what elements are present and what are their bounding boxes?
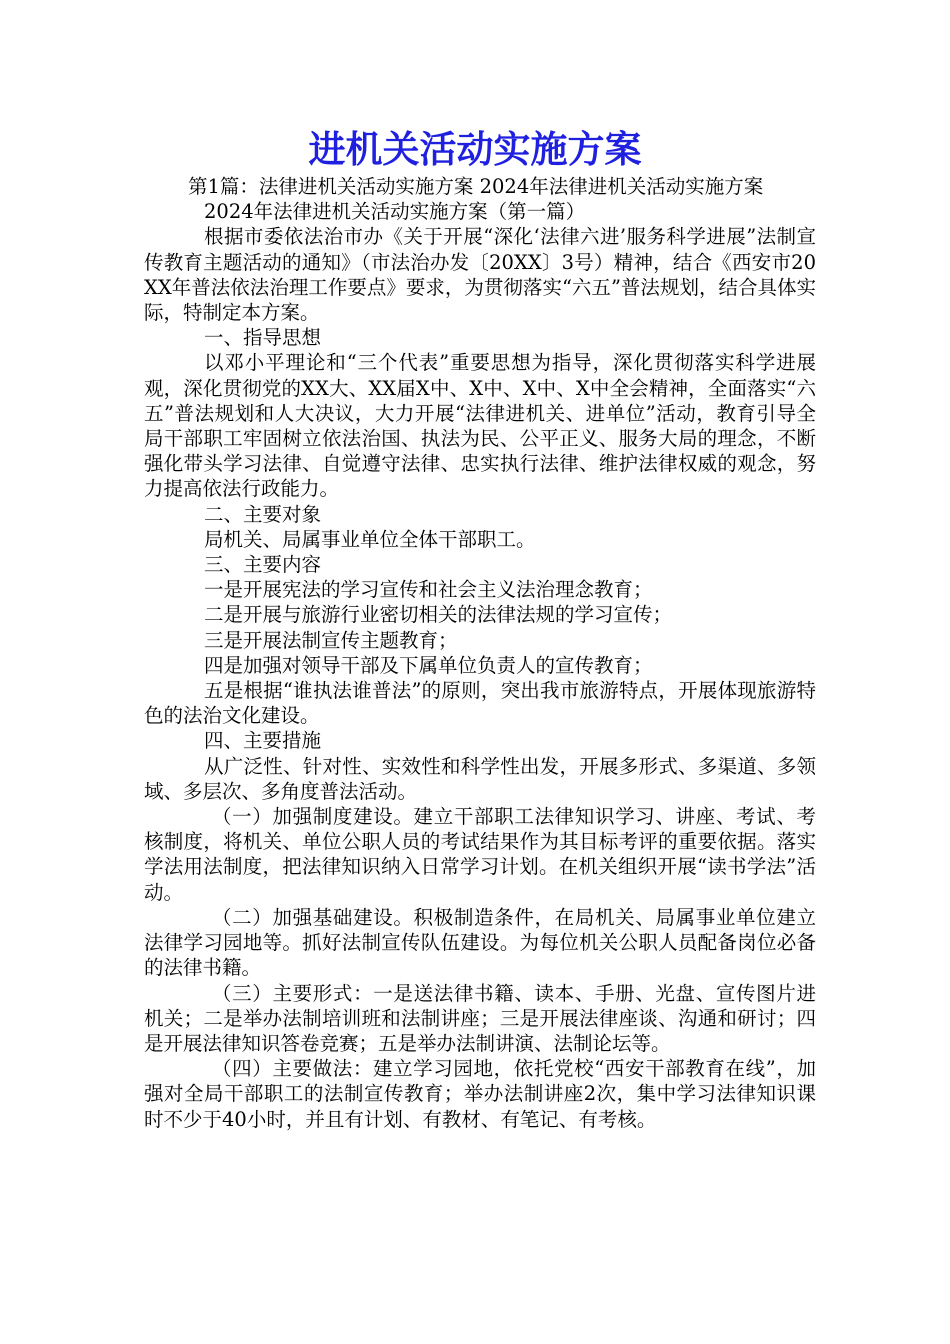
paragraph: （二）加强基础建设。积极制造条件，在局机关、局属事业单位建立法律学习园地等。抓好法制宣传队伍建设。为每位机关公职人员配备岗位必备的法律书籍。 [144, 905, 816, 980]
paragraph: 从广泛性、针对性、实效性和科学性出发，开展多形式、多渠道、多领域、多层次、多角度普法活动。 [144, 754, 816, 803]
paragraph: 根据市委依法治市办《关于开展“深化‘法律六进’服务科学进展”法制宣传教育主题活动的通知》（市法治办发〔20XX〕3号）精神，结合《西安市20XX年普法依法治理工作要点》要求，为贯彻落实“六五”普法规划，结合具体实际，特制定本方案。 [144, 225, 816, 325]
paragraph: 二是开展与旅游行业密切相关的法律法规的学习宣传； [204, 603, 673, 627]
paragraph: 局机关、局属事业单位全体干部职工。 [204, 527, 536, 551]
paragraph: 以邓小平理论和“三个代表”重要思想为指导，深化贯彻落实科学进展观，深化贯彻党的XX大、XX届X中、X中、X中、X中全会精神，全面落实“六五”普法规划和人大决议，大力开展“法律进机关、进单位”活动，教育引导全局干部职工牢固树立依法治国、执法为民、公平正义、服务大局的理念，不断强化带头学习法律、自觉遵守法律、忠实执行法律、维护法律权威的观念，努力提高依法行政能力。 [144, 351, 816, 501]
paragraph: （四）主要做法：建立学习园地，依托党校“西安干部教育在线”，加强对全局干部职工的法制宣传教育；举办法制讲座2次，集中学习法律知识课时不少于40小时，并且有计划、有教材、有笔记、有考核。 [144, 1057, 816, 1131]
paragraph: 四、主要措施 [204, 729, 322, 753]
paragraph: 2024年法律进机关活动实施方案（第一篇） [204, 200, 586, 224]
paragraph: （三）主要形式：一是送法律书籍、读本、手册、光盘、宣传图片进机关；二是举办法制培训班和法制讲座；三是开展法律座谈、沟通和研讨；四是开展法律知识答卷竞赛；五是举办法制讲演、法制论坛等。 [144, 981, 816, 1055]
document-body [144, 174, 816, 1132]
paragraph: 三、主要内容 [204, 553, 322, 577]
paragraph: 三是开展法制宣传主题教育； [204, 628, 458, 652]
paragraph: 第1篇：法律进机关活动实施方案 2024年法律进机关活动实施方案 [188, 175, 764, 198]
paragraph: 二、主要对象 [204, 502, 322, 526]
paragraph: 四是加强对领导干部及下属单位负责人的宣传教育； [204, 653, 653, 677]
paragraph: 五是根据“谁执法谁普法”的原则，突出我市旅游特点，开展体现旅游特色的法治文化建设。 [144, 679, 816, 728]
document-title: 进机关活动实施方案 [308, 127, 642, 171]
paragraph: 一是开展宪法的学习宣传和社会主义法治理念教育； [204, 578, 653, 602]
paragraph: （一）加强制度建设。建立干部职工法律知识学习、讲座、考试、考核制度，将机关、单位公职人员的考试结果作为其目标考评的重要依据。落实学法用法制度，把法律知识纳入日常学习计划。在机关组织开展“读书学法”活动。 [144, 805, 816, 904]
paragraph: 一、指导思想 [204, 326, 322, 350]
